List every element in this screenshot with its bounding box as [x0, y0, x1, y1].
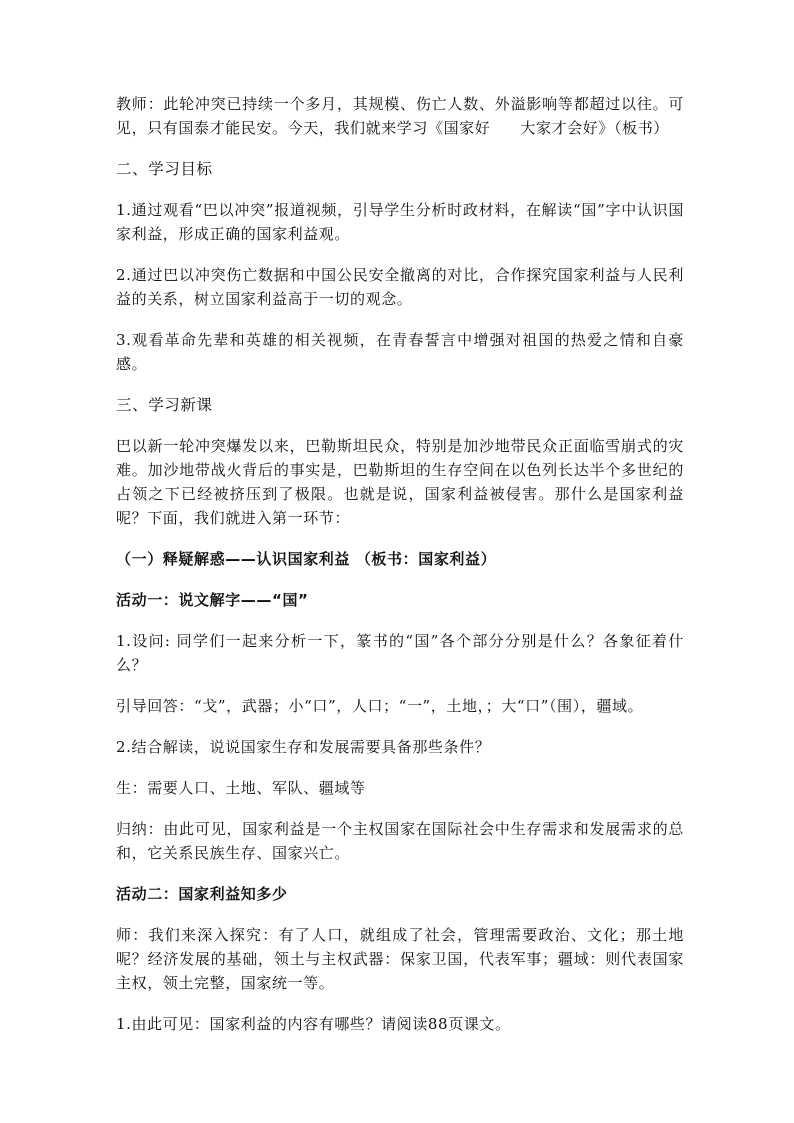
objective-2: 2.通过巴以冲突伤亡数据和中国公民安全撤离的对比，合作探究国家利益与人民利益的关系，树立国家利益高于一切的观念。: [116, 266, 684, 308]
part1-heading: （一）释疑解惑——认识国家利益 （板书：国家利益）: [116, 550, 497, 568]
section3-heading: 三、学习新课: [116, 396, 213, 414]
student-answer: 生：需要人口、土地、军队、疆域等: [116, 779, 366, 797]
intro-paragraph: [116, 92, 684, 140]
summary-paragraph: 归纳：由此可见，国家利益是一个主权国家在国际社会中生存需求和发展需求的总和，它关系民族生存、国家兴亡。: [116, 820, 684, 862]
intro-text-part2: 大家才会好》（板书）: [520, 119, 669, 137]
section2-heading: 二、学习目标: [116, 160, 213, 178]
question-1: 1.设问: 同学们一起来分析一下，篆书的“国”各个部分分别是什么？各象征着什么？: [116, 632, 684, 674]
question-3: 1.由此可见：国家利益的内容有哪些？请阅读88页课文。: [116, 1015, 511, 1033]
teacher-paragraph: 师：我们来深入探究：有了人口，就组成了社会，管理需要政治、文化；那土地呢？经济发展的基础，领土与主权武器：保家卫国，代表军事；疆域：则代表国家主权，领土完整，国家统一等。: [116, 926, 684, 992]
question-2: 2.结合解读，说说国家生存和发展需要具备那些条件？: [116, 738, 491, 756]
objective-3: 3.观看革命先辈和英雄的相关视频，在青春誓言中增强对祖国的热爱之情和自豪感。: [116, 331, 684, 373]
intro-text-part1: 教师：此轮冲突已持续一个多月，其规模、伤亡人数、外溢影响等都超过以往。可见，只有国泰才能民安。今天，我们就来学习《国家好: [116, 95, 684, 137]
lesson-intro-paragraph: 巴以新一轮冲突爆发以来，巴勒斯坦民众，特别是加沙地带民众正面临雪崩式的灾难。加沙地带战火背后的事实是，巴勒斯坦的生存空间在以色列长达半个多世纪的占领之下已经被挤压到了极限。也就是说，国家利益被侵害。那什么是国家利益呢？下面，我们就进入第一环节：: [116, 437, 684, 527]
activity2-heading: 活动二：国家利益知多少: [116, 885, 288, 903]
guide-answer: 引导回答：“戈”，武器；小“口”，人口；“一”，土地，；大“口”（围），疆域。: [116, 697, 644, 715]
activity1-heading: 活动一：说文解字——“国”: [116, 591, 309, 609]
objective-1: 1.通过观看“巴以冲突”报道视频，引导学生分析时政材料，在解读“国”字中认识国家利益，形成正确的国家利益观。: [116, 201, 684, 243]
